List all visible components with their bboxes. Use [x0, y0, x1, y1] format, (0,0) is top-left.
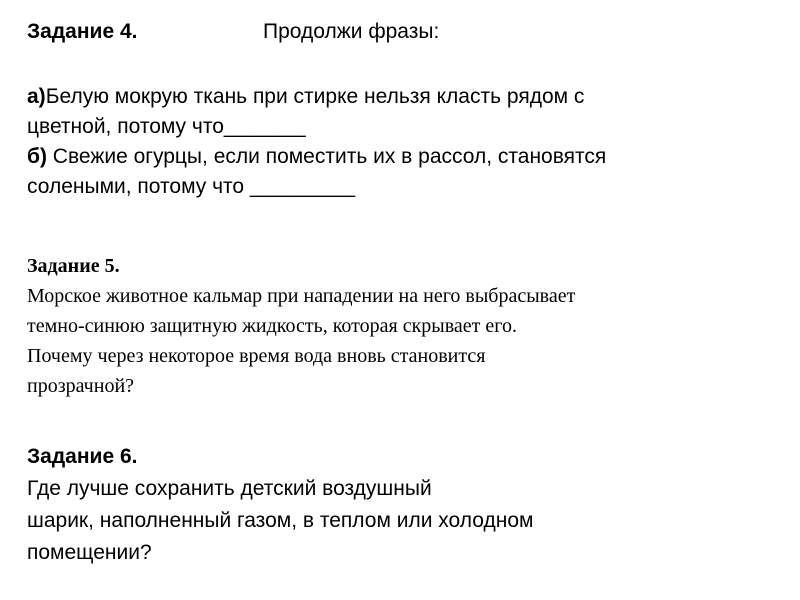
task-6	[27, 441, 727, 569]
task-4-item-a	[27, 82, 787, 142]
item-b-marker: б)	[27, 145, 47, 168]
task-4-item-a-line-1	[27, 82, 787, 112]
task-4-header	[27, 14, 787, 50]
task-4-item-b	[27, 142, 787, 202]
task-5-line: Почему через некоторое время вода вновь становится	[27, 345, 486, 367]
task-5	[27, 251, 777, 401]
task-4-item-b-line-2: солеными, потому что _________	[27, 175, 356, 198]
task-4-title	[27, 20, 137, 43]
task-5-line: Морское животное кальмар при нападении на него выбрасывает	[27, 285, 576, 307]
item-b-text: Свежие огурцы, если поместить их в рассол, становятся	[46, 145, 607, 168]
task-5-title: Задание 5.	[27, 255, 120, 277]
task-4-title-number: 4.	[119, 20, 138, 43]
task-4-item-b-line-1	[27, 142, 787, 172]
item-a-marker: а)	[27, 85, 46, 108]
task-4	[27, 14, 787, 202]
task-6-line: Где лучше сохранить детский воздушный	[27, 477, 432, 500]
task-5-line: темно-синюю защитную жидкость, которая скрывает его.	[27, 315, 517, 337]
task-4-item-a-line-2: цветной, потому что_______	[27, 115, 306, 138]
task-4-prompt: Продолжи фразы:	[263, 20, 440, 43]
task-5-line: прозрачной?	[27, 375, 135, 397]
task-6-title: Задание 6.	[27, 445, 138, 468]
spacer	[27, 50, 787, 82]
item-a-text: Белую мокрую ткань при стирке нельзя класть рядом с	[45, 85, 585, 108]
task-6-line: помещении?	[27, 541, 152, 564]
task-6-line: шарик, наполненный газом, в теплом или холодном	[27, 509, 534, 532]
task-4-title-word: Задание	[27, 20, 120, 43]
